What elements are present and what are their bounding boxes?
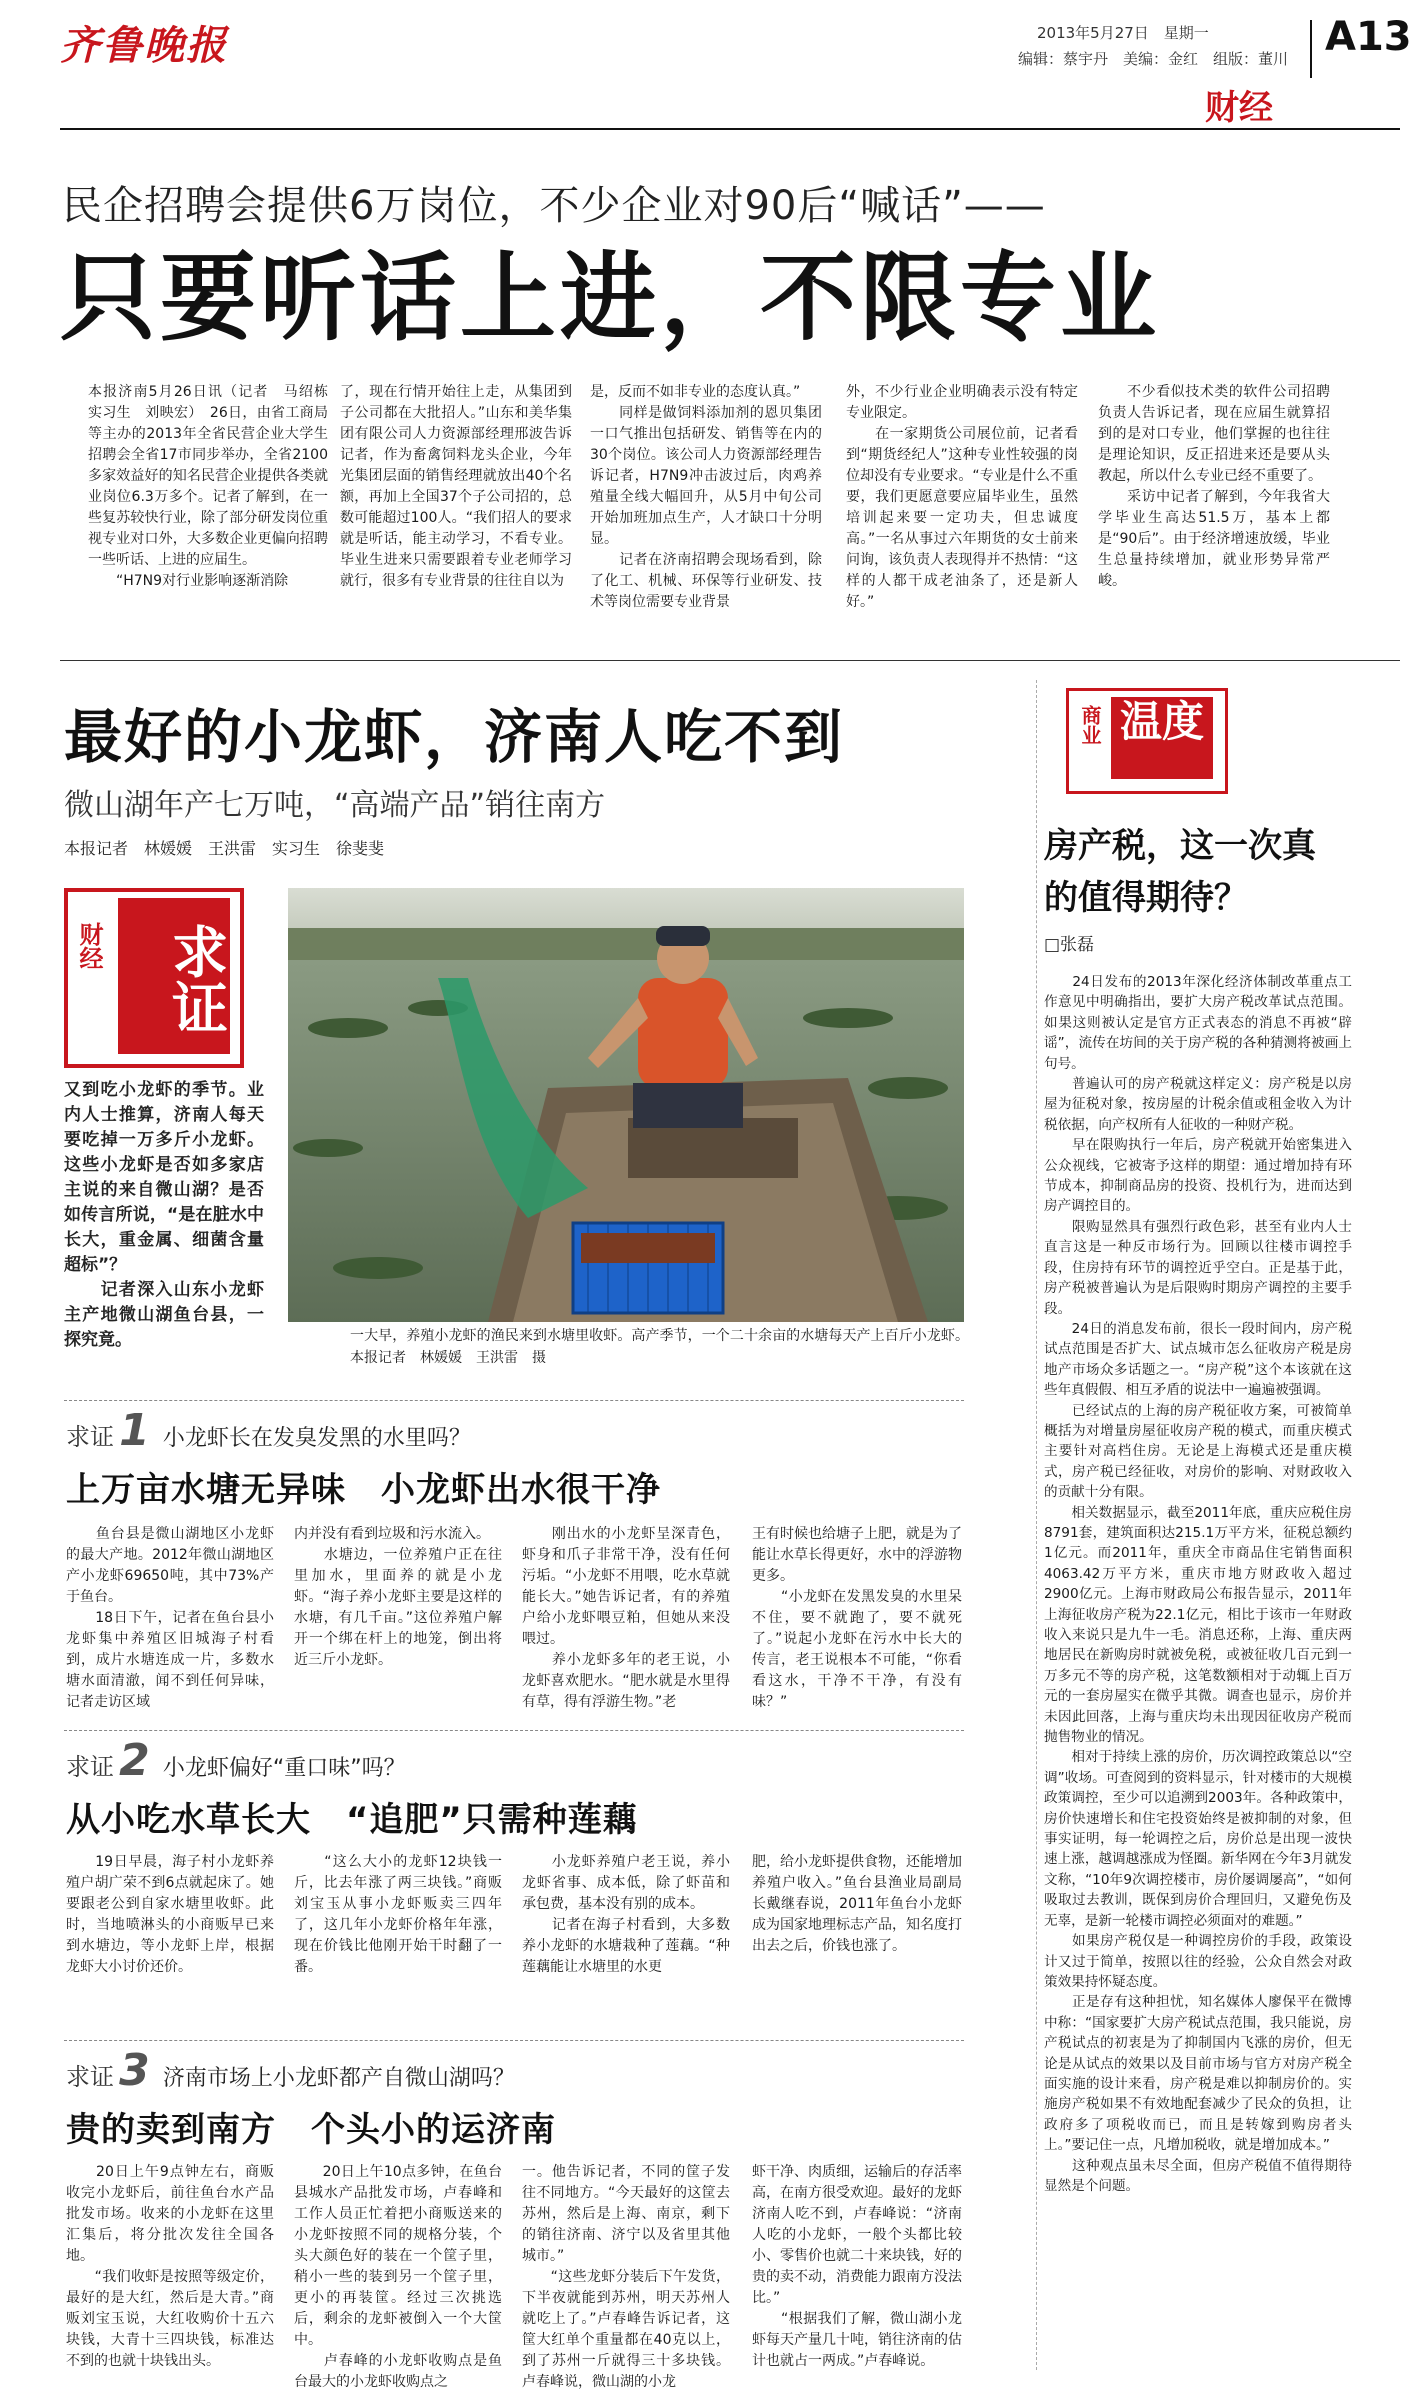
crayfish-byline: 本报记者 林媛媛 王洪雷 实习生 徐斐斐 [64, 839, 385, 858]
wendu-stamp [1066, 688, 1228, 794]
section-1-label: 求证 [66, 1423, 114, 1451]
section-3-rule [64, 2040, 964, 2041]
section-1-column-1: 鱼台县是微山湖地区小龙虾的最大产地。2012年微山湖地区产小龙虾69650吨，其中73%产于鱼台。 18日下午，记者在鱼台县小龙虾集中养殖区旧城海子村看到，成片水塘连成一片，多数水塘水面清澈，闻不到任何异味，记者走访区域 [66, 1526, 274, 1710]
section-3-column-1: 20日上午9点钟左右，商贩收完小龙虾后，前往鱼台水产品批发市场。收来的小龙虾在这里汇集后，将分批次发往全国各地。 “我们收虾是按照等级定价，最好的是大红，然后是大青。”商贩刘宝玉说，大红收购价十五六块钱，大青十三四块钱，标准达不到的也就十块钱出头。 [66, 2164, 274, 2369]
section-2-rule [64, 1730, 964, 1731]
section-2-label: 求证 [66, 1753, 114, 1781]
section-1-title: 上万亩水塘无异味 小龙虾出水很干净 [66, 1470, 661, 1510]
editor-credits: 编辑：蔡宇丹 美编：金红 组版：董川 [1018, 50, 1289, 68]
section-2-question: 小龙虾偏好“重口味”吗？ [162, 1756, 406, 1781]
section-1-question-row [66, 1405, 471, 1459]
section-2-question-row [66, 1735, 406, 1789]
section-3-number: 3 [119, 2045, 150, 2096]
section-2-title: 从小吃水草长大 “追肥”只需种莲藕 [66, 1800, 638, 1840]
section-3-column-3: 一。他告诉记者，不同的筐子发往不同地方。“今天最好的这筐去苏州，然后是上海、南京，剩下的销往济南、济宁以及省里其他城市。” “这些龙虾分装后下午发货，下半夜就能到苏州，明天苏州人就吃上了。”卢春峰告诉记者，这筐大红单个重量都在40克以上，到了苏州一斤就得三十多块钱。卢春峰说，微山湖的小龙 [522, 2164, 730, 2390]
lead-column-2: 了，现在行情开始往上走，从集团到子公司都在大批招人。”山东和美华集团有限公司人力资源部经理邢波告诉记者，作为畜禽饲料龙头企业，今年光集团层面的销售经理就放出40个名额，再加上全国37个子公司招的，总数可能超过100人。“我们招人的要求就是听话，能主动学习，不看专业。毕业生进来只需要跟着专业老师学习就行，很多有专业背景的往往自以为 [340, 384, 572, 589]
issue-date: 2013年5月27日 星期一 [1037, 24, 1209, 42]
lead-column-5: 不少看似技术类的软件公司招聘负责人告诉记者，现在应届生就算招到的是对口专业，他们掌握的也往往是理论知识，反正招进来还是要从头教起，所以什么专业已经不重要了。 采访中记者了解到，今年我省大学毕业生高达51.5万，基本上都是“90后”。由于经济增速放缓，毕业生总量持续增加，就业形势异常严峻。 [1098, 384, 1330, 589]
section-1-column-4: 王有时候也给塘子上肥，就是为了能让水草长得更好，水中的浮游物更多。 “小龙虾在发黑发臭的水里呆不住，要不就跑了，要不就死了。”说起小龙虾在污水中长大的传言，老王说根本不可能，“你看看这水，干净不干净，有没有味？” [752, 1526, 962, 1710]
crayfish-photo [288, 888, 964, 1322]
lead-column-1: 本报济南5月26日讯（记者 马绍栋 实习生 刘映宏） 26日，由省工商局等主办的2013年全省民营企业大学生招聘会全省17市同步举办，全省2100多家效益好的知名民营企业提供各类就业岗位6.3万多个。记者了解到，在一些复苏较快行业，除了部分研发岗位重视专业对口外，大多数企业更偏向招聘一些听话、上进的应届生。 “H7N9对行业影响逐渐消除 [88, 384, 328, 589]
stamp-big-label: 求证 [118, 898, 230, 1054]
masthead-rule [60, 128, 1400, 130]
qiuzheng-stamp [64, 888, 244, 1068]
lead-kicker: 民企招聘会提供6万岗位，不少企业对90后“喊话”—— [62, 183, 1046, 229]
sidebar-stamp-small: 商业 [1078, 705, 1102, 745]
section-2-number: 2 [119, 1735, 150, 1786]
section-3-column-2: 20日上午10点多钟，在鱼台县城水产品批发市场，卢春峰和工作人员正忙着把小商贩送来的小龙虾按照不同的规格分装，个头大颜色好的装在一个筐子里，稍小一些的装到另一个筐子里，更小的再装筐。经过三次挑选后，剩余的龙虾被倒入一个大筐中。 卢春峰的小龙虾收购点是鱼台最大的小龙虾收购点之 [294, 2164, 502, 2390]
sidebar-body: 24日发布的2013年深化经济体制改革重点工作意见中明确指出，要扩大房产税改革试点范围。如果这则被认定是官方正式表态的消息不再被“辟谣”，流传在坊间的关于房产税的各种猜测将被画上句号。 普遍认可的房产税就这样定义：房产税是以房屋为征税对象，按房屋的计税余值或租金收入为计税依据，向产权所有人征收的一种财产税。 早在限购执行一年后，房产税就开始密集进入公众视线，它被寄予这样的期望：通过增加持有环节成本，抑制商品房的投资、投机行为，进而达到房产调控目的。 限购显然具有强烈行政色彩，甚至有业内人士直言这是一种反市场行为。回顾以往楼市调控手段，住房持有环节的调控近乎空白。正是基于此，房产税被普遍认为是后限购时期房产调控的主要手段。 24日的消息发布前，很长一段时间内，房产税试点范围是否扩大、试点城市怎么征收房产税是房地产市场众多话题之一。“房产税”这个本该就在这些年真假假、相互矛盾的说法中一遍遍被强调。 已经试点的上海的房产税征收方案，可被简单概括为对增量房屋征收房产税的模式，而重庆模式主要针对高档住房。无论是上海模式还是重庆模式，房产税已经征收，对房价的影响、对财政收入的贡献十分有限。 相关数据显示，截至2011年底，重庆应税住房8791套，建筑面积达215.1万平方米，征税总额约1亿元。而2011年，重庆全市商品住宅销售面积4063.42万平方米，重庆市地方财政收入超过2900亿元。上海市财政局公布报告显示，2011年上海征收房产税为22.1亿元，相比于该市一年财政收入来说只是九牛一毛。消息还称，上海、重庆两地居民在新购房时就被免税，或被征收几百元到一万多元不等的房产税，这笔数额相对于动辄上百万元的一套房屋实在微乎其微。调查也显示，房价并未因此回落，上海与重庆均未出现因征收房产税而抛售物业的情况。 相对于持续上涨的房价，历次调控政策总以“空调”收场。可查阅到的资料显示，针对楼市的大规模政策调控，至少可以追溯到2003年。各种政策中，房价快速增长和住宅投资始终是被抑制的对象，但事实证明，每一轮调控之后，房价总是出现一波快速上涨，越调越涨成为怪圈。新华网在今年3月就发文称，“10年9次调控楼市，房价屡调屡高”，“如何吸取过去教训，既保到房价合理回归，又避免伤及无辜，是新一轮楼市调控必须面对的难题。” 如果房产税仅是一种调控房价的手段，政策设计又过于简单，按照以往的经验，公众自然会对政策效果持怀疑态度。 正是存有这种担忧，知名媒体人廖保平在微博中称：“国家要扩大房产税试点范围，我只能说，房产税试点的初衷是为了抑制国内飞涨的房价，但无论是从试点的效果以及目前市场与官方对房产税全面实施的设计来看，房产税是难以抑制房价的。实施房产税如果不有效地配套减少了民众的负担，让政府多了项税收而已，而且是转嫁到购房者头上。”要记住一点，凡增加税收，就是增加成本。” 这种观点虽未尽全面，但房产税值不值得期待显然是个问题。 [1044, 974, 1352, 2194]
section-3-label: 求证 [66, 2063, 114, 2091]
stamp-small-label: 财经 [75, 922, 103, 970]
sidebar-stamp-big: 温度 [1111, 697, 1213, 779]
section-2-column-1: 19日早晨，海子村小龙虾养殖户胡广荣不到6点就起床了。她要跟老公到自家水塘里收虾。此时，当地喷淋头的小商贩早已来到水塘边，等小龙虾上岸，根据龙虾大小讨价还价。 [66, 1854, 274, 1975]
crayfish-intro: 又到吃小龙虾的季节。业内人士推算，济南人每天要吃掉一万多斤小龙虾。这些小龙虾是否如多家店主说的来自微山湖？是否如传言所说，“是在脏水中长大，重金属、细菌含量超标”？ 记者深入山东小龙虾主产地微山湖鱼台县，一探究竟。 [64, 1080, 264, 1350]
newspaper-logo: 齐鲁晚报 [60, 22, 228, 69]
section-2-column-3: 小龙虾养殖户老王说，养小龙虾省事、成本低，除了虾苗和承包费，基本没有别的成本。 记者在海子村看到，大多数养小龙虾的水塘栽种了莲藕。“种莲藕能让水塘里的水更 [522, 1854, 730, 1975]
lead-column-4: 外，不少行业企业明确表示没有特定专业限定。 在一家期货公司展位前，记者看到“期货经纪人”这种专业性较强的岗位却没有专业要求。“专业是什么不重要，我们更愿意要应届毕业生，虽然培训起来要一定功夫，但忠诚度高。”一名从事过六年期货的女士前来问询，该负责人表现得并不热情：“这样的人都干成老油条了，还是新人好。” [846, 384, 1078, 610]
sidebar-title: 房产税，这一次真的值得期待？ [1044, 826, 1316, 918]
section-1-column-3: 刚出水的小龙虾呈深青色，虾身和爪子非常干净，没有任何污垢。“小龙虾不用喂，吃水草就能长大。”她告诉记者，有的养殖户给小龙虾喂豆粕，但她从来没喂过。 养小龙虾多年的老王说，小龙虾喜欢肥水。“肥水就是水里得有草，得有浮游生物。”老 [522, 1526, 730, 1710]
section-1-number: 1 [119, 1405, 150, 1456]
section-1-column-2: 内并没有看到垃圾和污水流入。 水塘边，一位养殖户正在往里加水，里面养的就是小龙虾。“海子养小龙虾主要是这样的水塘，有几千亩。”这位养殖户解开一个绑在杆上的地笼，倒出将近三斤小龙虾。 [294, 1526, 502, 1668]
sidebar-author: □张磊 [1044, 935, 1095, 955]
section-3-question: 济南市场上小龙虾都产自微山湖吗？ [162, 2066, 515, 2091]
section-name: 财经 [1205, 88, 1273, 128]
lead-bottom-rule [60, 660, 1400, 661]
section-2-column-4: 肥，给小龙虾提供食物，还能增加养殖户收入。”鱼台县渔业局副局长戴继春说，2011年鱼台小龙虾成为国家地理标志产品，知名度打出去之后，价钱也涨了。 [752, 1854, 962, 1954]
section-2-column-2: “这么大小的龙虾12块钱一斤，比去年涨了两三块钱。”商贩刘宝玉从事小龙虾贩卖三四年了，这几年小龙虾价格年年涨，现在价钱比他刚开始干时翻了一番。 [294, 1854, 502, 1975]
section-3-column-4: 虾干净、肉质细，运输后的存活率高，在南方很受欢迎。最好的龙虾济南人吃不到，卢春峰说：“济南人吃的小龙虾，一般个头都比较小、零售价也就二十来块钱，好的贵的卖不动，消费能力跟南方没法比。” “根据我们了解，微山湖小龙虾每天产量几十吨，销往济南的估计也就占一两成。”卢春峰说。 [752, 2164, 962, 2369]
section-3-title: 贵的卖到南方 个头小的运济南 [66, 2110, 556, 2150]
masthead-divider [1310, 20, 1312, 78]
crayfish-headline: 最好的小龙虾，济南人吃不到 [64, 703, 845, 771]
page-number: A13 [1325, 14, 1412, 60]
fisherman-boat-illustration [288, 888, 964, 1322]
section-3-question-row [66, 2045, 515, 2099]
lead-headline: 只要听话上进，不限专业 [60, 242, 1160, 354]
section-1-question: 小龙虾长在发臭发黑的水里吗？ [162, 1426, 471, 1451]
lead-column-3: 是，反而不如非专业的态度认真。” 同样是做饲料添加剂的恩贝集团一口气推出包括研发、销售等在内的30个岗位。该公司人力资源部经理告诉记者，H7N9冲击波过后，肉鸡养殖量全线大幅回升，从5月中旬公司开始加班加点生产，人才缺口十分明显。 记者在济南招聘会现场看到，除了化工、机械、环保等行业研发、技术等岗位需要专业背景 [590, 384, 822, 610]
section-1-rule [64, 1400, 964, 1401]
photo-caption: 一大早，养殖小龙虾的渔民来到水塘里收虾。高产季节，一个二十余亩的水塘每天产上百斤小龙虾。 本报记者 林媛媛 王洪雷 摄 [350, 1328, 990, 1366]
crayfish-subhead: 微山湖年产七万吨，“高端产品”销往南方 [64, 788, 606, 823]
sidebar-divider [1036, 680, 1037, 2370]
